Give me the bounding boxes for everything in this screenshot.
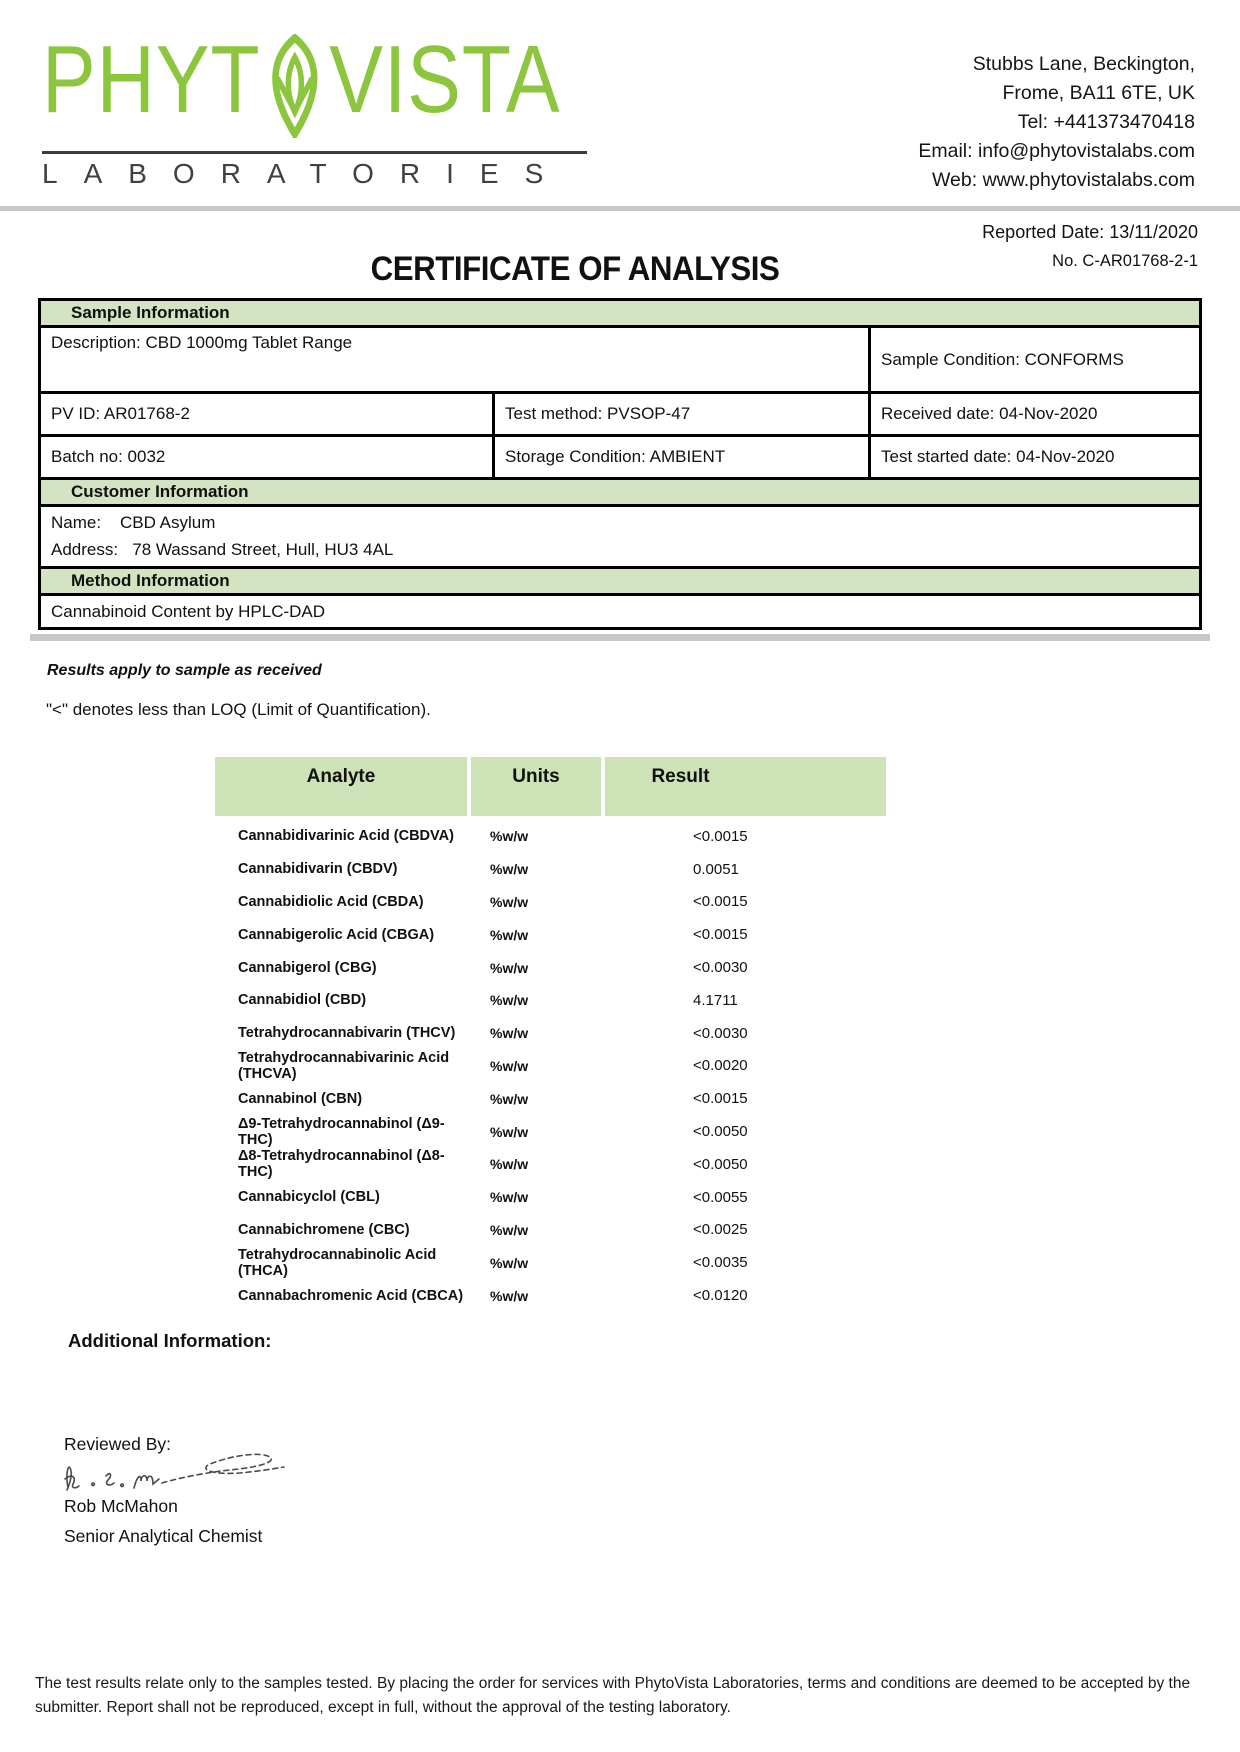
analyte-units: %w/w <box>490 1189 529 1206</box>
table-row <box>215 1017 886 1050</box>
customer-information-header: Customer Information <box>41 480 1199 507</box>
analyte-units: %w/w <box>490 926 529 943</box>
analyte-name: Cannabinol (CBN) <box>238 1090 363 1107</box>
additional-information-label: Additional Information: <box>68 1330 272 1351</box>
analyte-units: %w/w <box>490 1025 529 1042</box>
table-row <box>215 1050 886 1083</box>
page-title: CERTIFICATE OF ANALYSIS <box>370 250 780 288</box>
table-row <box>215 1246 886 1279</box>
sample-description: Description: CBD 1000mg Tablet Range <box>41 328 871 391</box>
table-row <box>215 1181 886 1214</box>
lab-contact-block <box>918 50 1195 195</box>
analyte-name: Cannabidivarinic Acid (CBDVA) <box>238 828 454 845</box>
analyte-result: 0.0051 <box>693 860 739 878</box>
logo-underline <box>42 151 587 154</box>
customer-row <box>41 507 1199 569</box>
table-row <box>215 984 886 1017</box>
test-method: Test method: PVSOP-47 <box>495 394 871 434</box>
reviewed-by-label: Reviewed By: <box>64 1434 171 1454</box>
table-row <box>215 853 886 886</box>
table-row <box>215 1082 886 1115</box>
analyte-result: <0.0015 <box>693 827 748 845</box>
loq-note: "<" denotes less than LOQ (Limit of Quantification). <box>46 700 431 719</box>
column-header-analyte: Analyte <box>215 757 467 816</box>
logo-brand-left: PHYT <box>42 26 261 133</box>
analyte-name: Tetrahydrocannabinolic Acid (THCA) <box>238 1246 437 1279</box>
analyte-name: Cannabidiol (CBD) <box>238 992 367 1009</box>
reviewer-role: Senior Analytical Chemist <box>64 1526 263 1546</box>
reported-date: Reported Date: 13/11/2020 <box>982 222 1198 242</box>
storage-condition: Storage Condition: AMBIENT <box>495 437 871 477</box>
footer-disclaimer: The test results relate only to the samples tested. By placing the order for services with PhytoVista Laboratories, terms and conditions are deemed to be accepted by the submitter. Report shall not be reproduced, except in full, without the approval of the testing laboratory. <box>35 1675 1191 1716</box>
analyte-name: Δ8-Tetrahydrocannabinol (Δ8-THC) <box>238 1148 445 1181</box>
table-row <box>215 951 886 984</box>
analyte-units: %w/w <box>490 992 529 1009</box>
column-header-result: Result <box>605 757 886 816</box>
analyte-result: <0.0035 <box>693 1254 748 1272</box>
analyte-units: %w/w <box>490 1254 529 1271</box>
sample-information-header: Sample Information <box>41 301 1199 328</box>
results-rows <box>215 816 886 1312</box>
table-row <box>215 1115 886 1148</box>
customer-name: Name: CBD Asylum <box>51 513 216 532</box>
received-date: Received date: 04-Nov-2020 <box>881 404 1098 423</box>
analyte-result: <0.0120 <box>693 1287 748 1305</box>
analyte-name: Cannabigerolic Acid (CBGA) <box>238 926 435 943</box>
analyte-result: <0.0015 <box>693 926 748 944</box>
analyte-name: Cannabachromenic Acid (CBCA) <box>238 1287 464 1304</box>
customer-address: Address: 78 Wassand Street, Hull, HU3 4AL <box>51 540 394 559</box>
analyte-name: Cannabicyclol (CBL) <box>238 1189 380 1206</box>
method-information-header: Method Information <box>41 569 1199 596</box>
sample-received-note: Results apply to sample as received <box>47 662 322 679</box>
table-row <box>215 1279 886 1312</box>
analyte-result: <0.0030 <box>693 959 748 977</box>
analyte-units: %w/w <box>490 1221 529 1238</box>
analyte-result: <0.0015 <box>693 893 748 911</box>
table-row <box>215 820 886 853</box>
analyte-result: <0.0015 <box>693 1090 748 1108</box>
pv-id-row <box>41 394 1199 437</box>
contact-address-line2: Frome, BA11 6TE, UK <box>1002 82 1195 104</box>
analyte-units: %w/w <box>490 1123 529 1140</box>
analyte-units: %w/w <box>490 861 529 878</box>
analyte-units: %w/w <box>490 1287 529 1304</box>
contact-email: Email: info@phytovistalabs.com <box>918 140 1195 162</box>
analyte-result: <0.0055 <box>693 1188 748 1206</box>
column-header-units: Units <box>471 757 601 816</box>
analyte-name: Cannabigerol (CBG) <box>238 959 377 976</box>
analyte-units: %w/w <box>490 1057 529 1074</box>
test-started-date: Test started date: 04-Nov-2020 <box>881 447 1115 466</box>
contact-address-line1: Stubbs Lane, Beckington, <box>972 53 1195 75</box>
analyte-name: Tetrahydrocannabivarinic Acid (THCVA) <box>238 1049 450 1082</box>
analyte-name: Tetrahydrocannabivarin (THCV) <box>238 1025 456 1042</box>
analyte-result: <0.0020 <box>693 1057 748 1075</box>
pv-id: PV ID: AR01768-2 <box>41 394 495 434</box>
method-description: Cannabinoid Content by HPLC-DAD <box>51 601 326 621</box>
table-row <box>215 1148 886 1181</box>
analyte-units: %w/w <box>490 893 529 910</box>
batch-row <box>41 437 1199 480</box>
analyte-result: <0.0050 <box>693 1155 748 1173</box>
contact-web: Web: www.phytovistalabs.com <box>932 169 1195 191</box>
logo-subtitle: LABORATORIES <box>42 158 570 189</box>
analyte-result: 4.1711 <box>693 991 738 1009</box>
analyte-result: <0.0030 <box>693 1024 748 1042</box>
analyte-name: Cannabichromene (CBC) <box>238 1221 410 1238</box>
analyte-name: Cannabidiolic Acid (CBDA) <box>238 893 424 910</box>
logo-brand-right: VISTA <box>329 26 561 133</box>
sample-condition: Sample Condition: CONFORMS <box>881 349 1124 369</box>
header-divider <box>0 206 1240 211</box>
leaf-logo-icon <box>262 34 328 143</box>
analyte-name: Δ9-Tetrahydrocannabinol (Δ9-THC) <box>238 1115 445 1148</box>
description-row <box>41 328 1199 394</box>
analyte-units: %w/w <box>490 828 529 845</box>
info-table <box>38 298 1202 630</box>
report-number: No. C-AR01768-2-1 <box>1052 252 1198 270</box>
analyte-name: Cannabidivarin (CBDV) <box>238 861 398 878</box>
reviewer-name: Rob McMahon <box>64 1496 178 1516</box>
analyte-units: %w/w <box>490 1090 529 1107</box>
analyte-result: <0.0050 <box>693 1123 748 1141</box>
analyte-units: %w/w <box>490 1156 529 1173</box>
batch-no: Batch no: 0032 <box>41 437 495 477</box>
phytovista-logo <box>42 26 561 143</box>
table-row <box>215 1214 886 1247</box>
section-divider <box>30 634 1210 641</box>
table-row <box>215 918 886 951</box>
table-row <box>215 886 886 919</box>
analyte-units: %w/w <box>490 959 529 976</box>
contact-tel: Tel: +441373470418 <box>1017 111 1195 133</box>
analyte-result: <0.0025 <box>693 1221 748 1239</box>
